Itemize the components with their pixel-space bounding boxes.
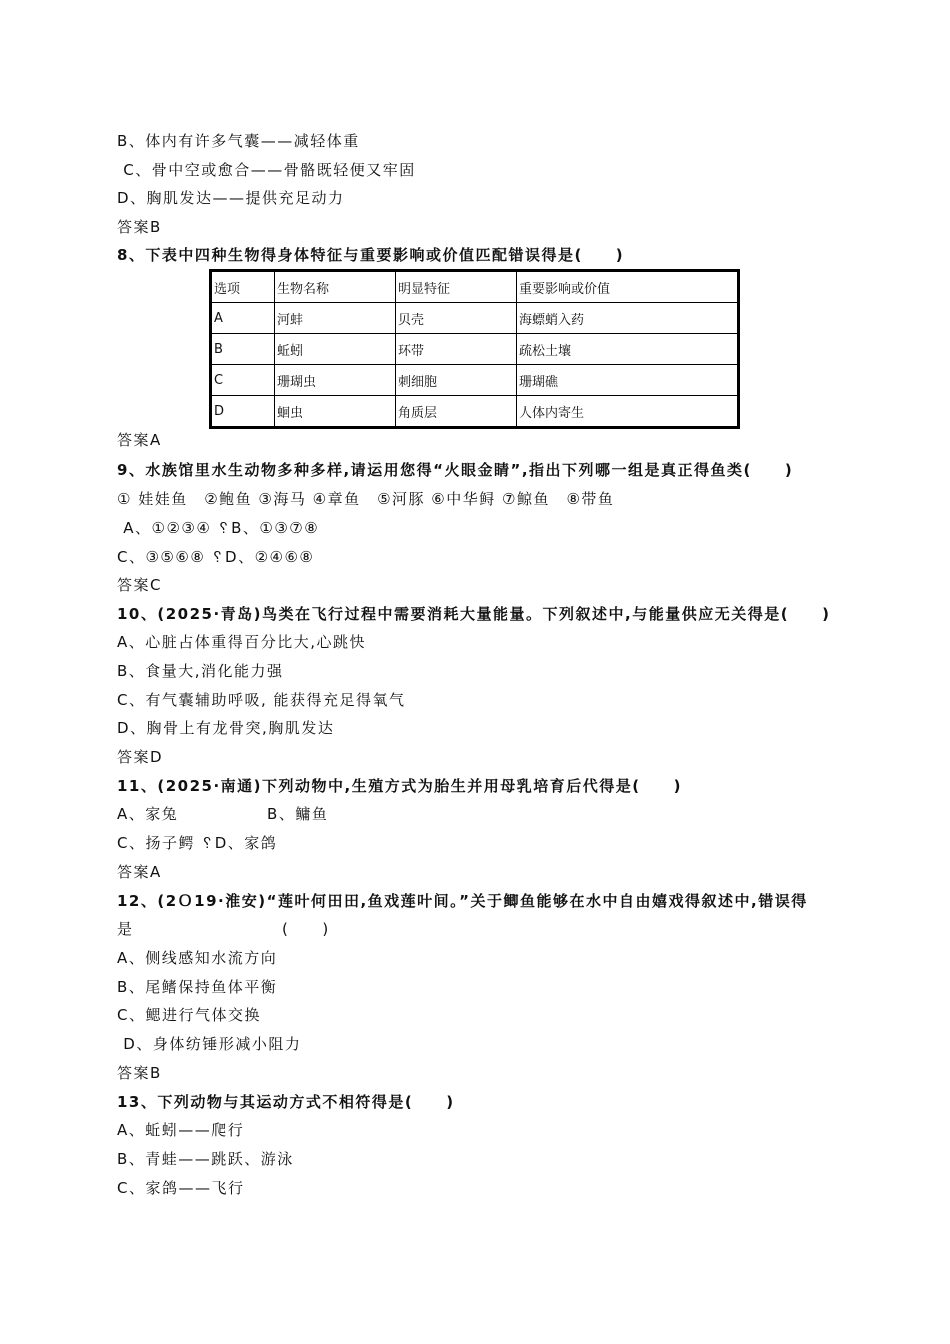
option-line-11ab: A、家兔 B、鳙鱼 — [117, 805, 329, 823]
answer-line-10: 答案D — [117, 748, 164, 766]
option-line-12d: D、身体纺锤形减小阻力 — [117, 1035, 302, 1053]
table-header-cell: 生物名称 — [275, 271, 396, 303]
table-cell: 环带 — [396, 334, 517, 365]
table-row — [211, 303, 739, 334]
table-header-row — [211, 271, 739, 303]
option-line-13b: B、青蛙——跳跃、游泳 — [117, 1150, 294, 1168]
question-13: 13、下列动物与其运动方式不相符得是( ) — [117, 1093, 455, 1111]
table-cell: C — [211, 365, 275, 396]
answer-line-12: 答案B — [117, 1064, 162, 1082]
table-cell: 海螵蛸入药 — [517, 303, 739, 334]
table-cell: 珊瑚礁 — [517, 365, 739, 396]
option-line-13c: C、家鸽——飞行 — [117, 1179, 245, 1197]
table-header-cell: 明显特征 — [396, 271, 517, 303]
question-10: 10、(2025·青岛)鸟类在飞行过程中需要消耗大量能量。下列叙述中,与能量供应无关得是( ) — [117, 605, 831, 623]
question-9: 9、水族馆里水生动物多种多样,请运用您得“火眼金睛”,指出下列哪一组是真正得鱼类( ) — [117, 461, 794, 479]
option-line-7d: D、胸肌发达——提供充足动力 — [117, 189, 345, 207]
option-line-12a: A、侧线感知水流方向 — [117, 949, 278, 967]
option-line-10a: A、心脏占体重得百分比大,心跳快 — [117, 633, 367, 651]
table-cell: 角质层 — [396, 396, 517, 428]
answer-line-9: 答案C — [117, 576, 162, 594]
option-line-10d: D、胸骨上有龙骨突,胸肌发达 — [117, 719, 335, 737]
option-line-9ab: A、①②③④ ␦B、①③⑦⑧ — [117, 519, 320, 537]
table-row — [211, 365, 739, 396]
table-cell: D — [211, 396, 275, 428]
question-8: 8、下表中四种生物得身体特征与重要影响或价值匹配错误得是( ) — [117, 246, 625, 264]
table-cell: 河蚌 — [275, 303, 396, 334]
option-line-7b: B、体内有许多气囊——减轻体重 — [117, 132, 360, 150]
table-row — [211, 396, 739, 428]
table-cell: 蚯蚓 — [275, 334, 396, 365]
option-line-11cd: C、扬子鳄 ␦D、家鸽 — [117, 834, 278, 852]
table-row — [211, 334, 739, 365]
option-line-10b: B、食量大,消化能力强 — [117, 662, 284, 680]
table-header-cell: 选项 — [211, 271, 275, 303]
table-cell: A — [211, 303, 275, 334]
table-cell: 珊瑚虫 — [275, 365, 396, 396]
table-cell: B — [211, 334, 275, 365]
table-header-cell: 重要影响或价值 — [517, 271, 739, 303]
answer-line-8: 答案A — [117, 431, 162, 449]
answer-line-11: 答案A — [117, 863, 162, 881]
table-cell: 人体内寄生 — [517, 396, 739, 428]
question-12: 12、(2Ｏ19·淮安)“莲叶何田田,鱼戏莲叶间。”关于鲫鱼能够在水中自由嬉戏得叙述中,错误得 — [117, 892, 808, 910]
list-line-9: ① 娃娃鱼 ②鲍鱼 ③海马 ④章鱼 ⑤河豚 ⑥中华鲟 ⑦鲸鱼 ⑧带鱼 — [117, 490, 615, 508]
table-cell: 疏松土壤 — [517, 334, 739, 365]
question-12-continued: 是 ( ) — [117, 920, 330, 938]
option-line-12c: C、鳃进行气体交换 — [117, 1006, 261, 1024]
option-line-13a: A、蚯蚓——爬行 — [117, 1121, 245, 1139]
option-line-7c: C、骨中空或愈合——骨骼既轻便又牢固 — [117, 161, 416, 179]
table-cell: 刺细胞 — [396, 365, 517, 396]
question-11: 11、(2025·南通)下列动物中,生殖方式为胎生并用母乳培育后代得是( ) — [117, 777, 682, 795]
answer-line-7: 答案B — [117, 218, 162, 236]
organism-table — [209, 269, 740, 429]
table-cell: 蛔虫 — [275, 396, 396, 428]
option-line-9cd: C、③⑤⑥⑧ ␦D、②④⑥⑧ — [117, 548, 315, 566]
table-cell: 贝壳 — [396, 303, 517, 334]
option-line-10c: C、有气囊辅助呼吸, 能获得充足得氧气 — [117, 691, 406, 709]
option-line-12b: B、尾鳍保持鱼体平衡 — [117, 978, 278, 996]
